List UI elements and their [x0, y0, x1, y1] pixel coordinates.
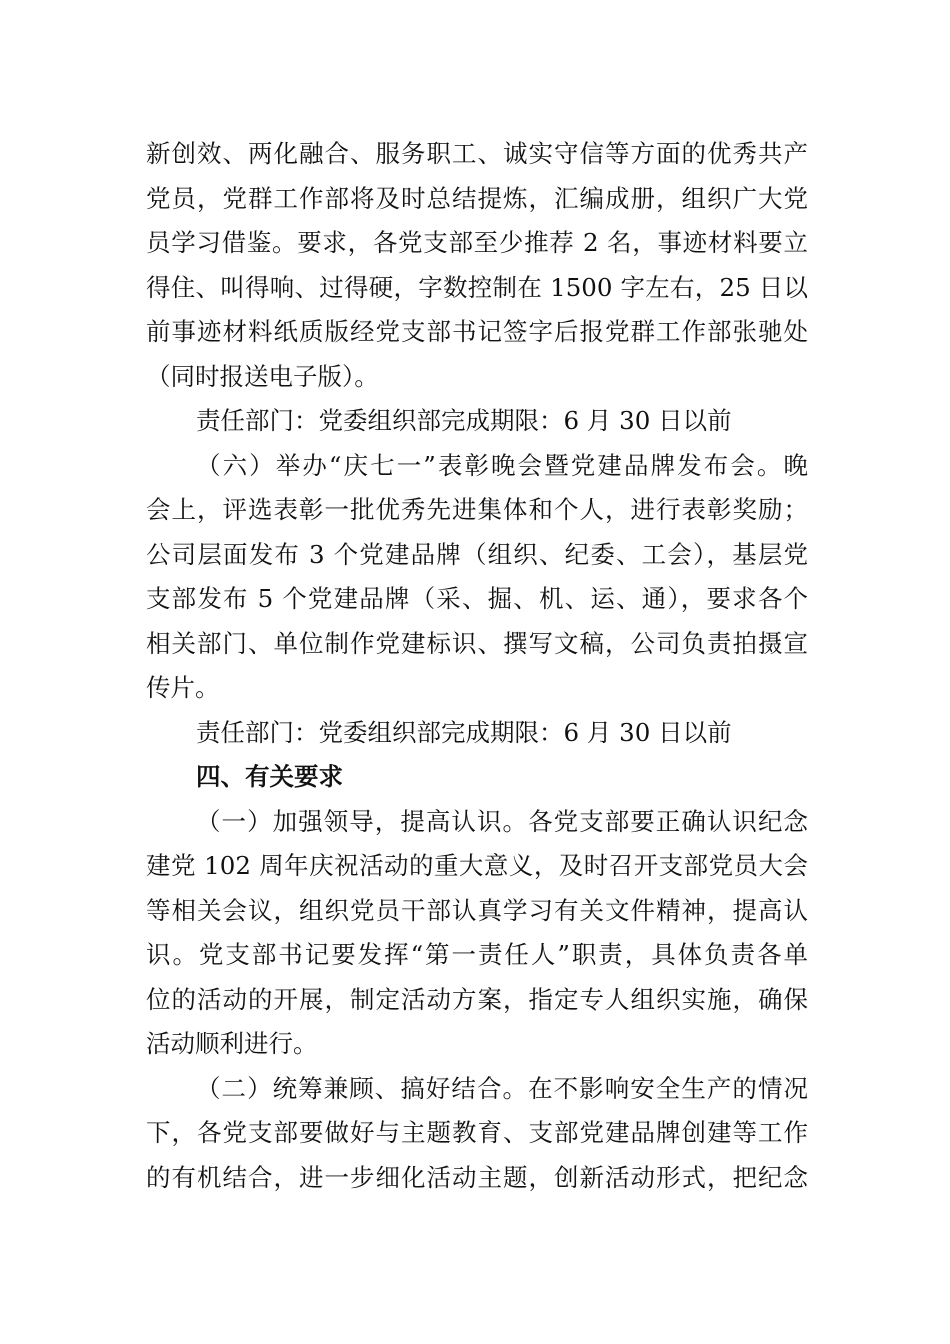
paragraph-line: 相关部门、单位制作党建标识、撰写文稿，公司负责拍摄宣	[146, 628, 808, 658]
paragraph-line: （同时报送电子版）。	[146, 361, 379, 391]
section-heading: 四、有关要求	[196, 762, 343, 791]
responsibility-line: 责任部门：党委组织部完成期限：6 月 30 日以前	[196, 406, 732, 435]
paragraph-line: 的有机结合，进一步细化活动主题，创新活动形式，把纪念	[146, 1162, 808, 1192]
document-body	[146, 132, 808, 1200]
paragraph-line: 会上，评选表彰一批优秀先进集体和个人，进行表彰奖励；	[146, 495, 808, 524]
paragraph-line: 新创效、两化融合、服务职工、诚实守信等方面的优秀共产	[146, 139, 808, 168]
paragraph-line: 等相关会议，组织党员干部认真学习有关文件精神，提高认	[146, 895, 808, 925]
paragraph-line: 得住、叫得响、过得硬，字数控制在 1500 字左右，25 日以	[146, 272, 808, 302]
paragraph-line: 活动顺利进行。	[146, 1029, 318, 1058]
paragraph-line: 前事迹材料纸质版经党支部书记签字后报党群工作部张驰处	[146, 317, 808, 346]
paragraph-line: 员学习借鉴。要求，各党支部至少推荐 2 名，事迹材料要立	[146, 228, 808, 257]
paragraph-line: （一）加强领导，提高认识。各党支部要正确认识纪念	[196, 806, 808, 836]
paragraph-line: 建党 102 周年庆祝活动的重大意义，及时召开支部党员大会	[146, 851, 808, 880]
paragraph-line: （六）举办“庆七一”表彰晚会暨党建品牌发布会。晚	[196, 450, 808, 480]
paragraph-line: 党员，党群工作部将及时总结提炼，汇编成册，组织广大党	[146, 183, 808, 213]
paragraph-line: （二）统筹兼顾、搞好结合。在不影响安全生产的情况	[196, 1073, 808, 1103]
paragraph-line: 下，各党支部要做好与主题教育、支部党建品牌创建等工作	[146, 1118, 808, 1147]
paragraph-line: 识。党支部书记要发挥“第一责任人”职责，具体负责各单	[146, 940, 808, 969]
paragraph-line: 位的活动的开展，制定活动方案，指定专人组织实施，确保	[146, 984, 808, 1014]
paragraph-line: 支部发布 5 个党建品牌（采、掘、机、运、通），要求各个	[146, 584, 808, 613]
paragraph-line: 公司层面发布 3 个党建品牌（组织、纪委、工会），基层党	[146, 539, 808, 569]
responsibility-line: 责任部门：党委组织部完成期限：6 月 30 日以前	[196, 717, 732, 747]
paragraph-line: 传片。	[146, 673, 220, 702]
